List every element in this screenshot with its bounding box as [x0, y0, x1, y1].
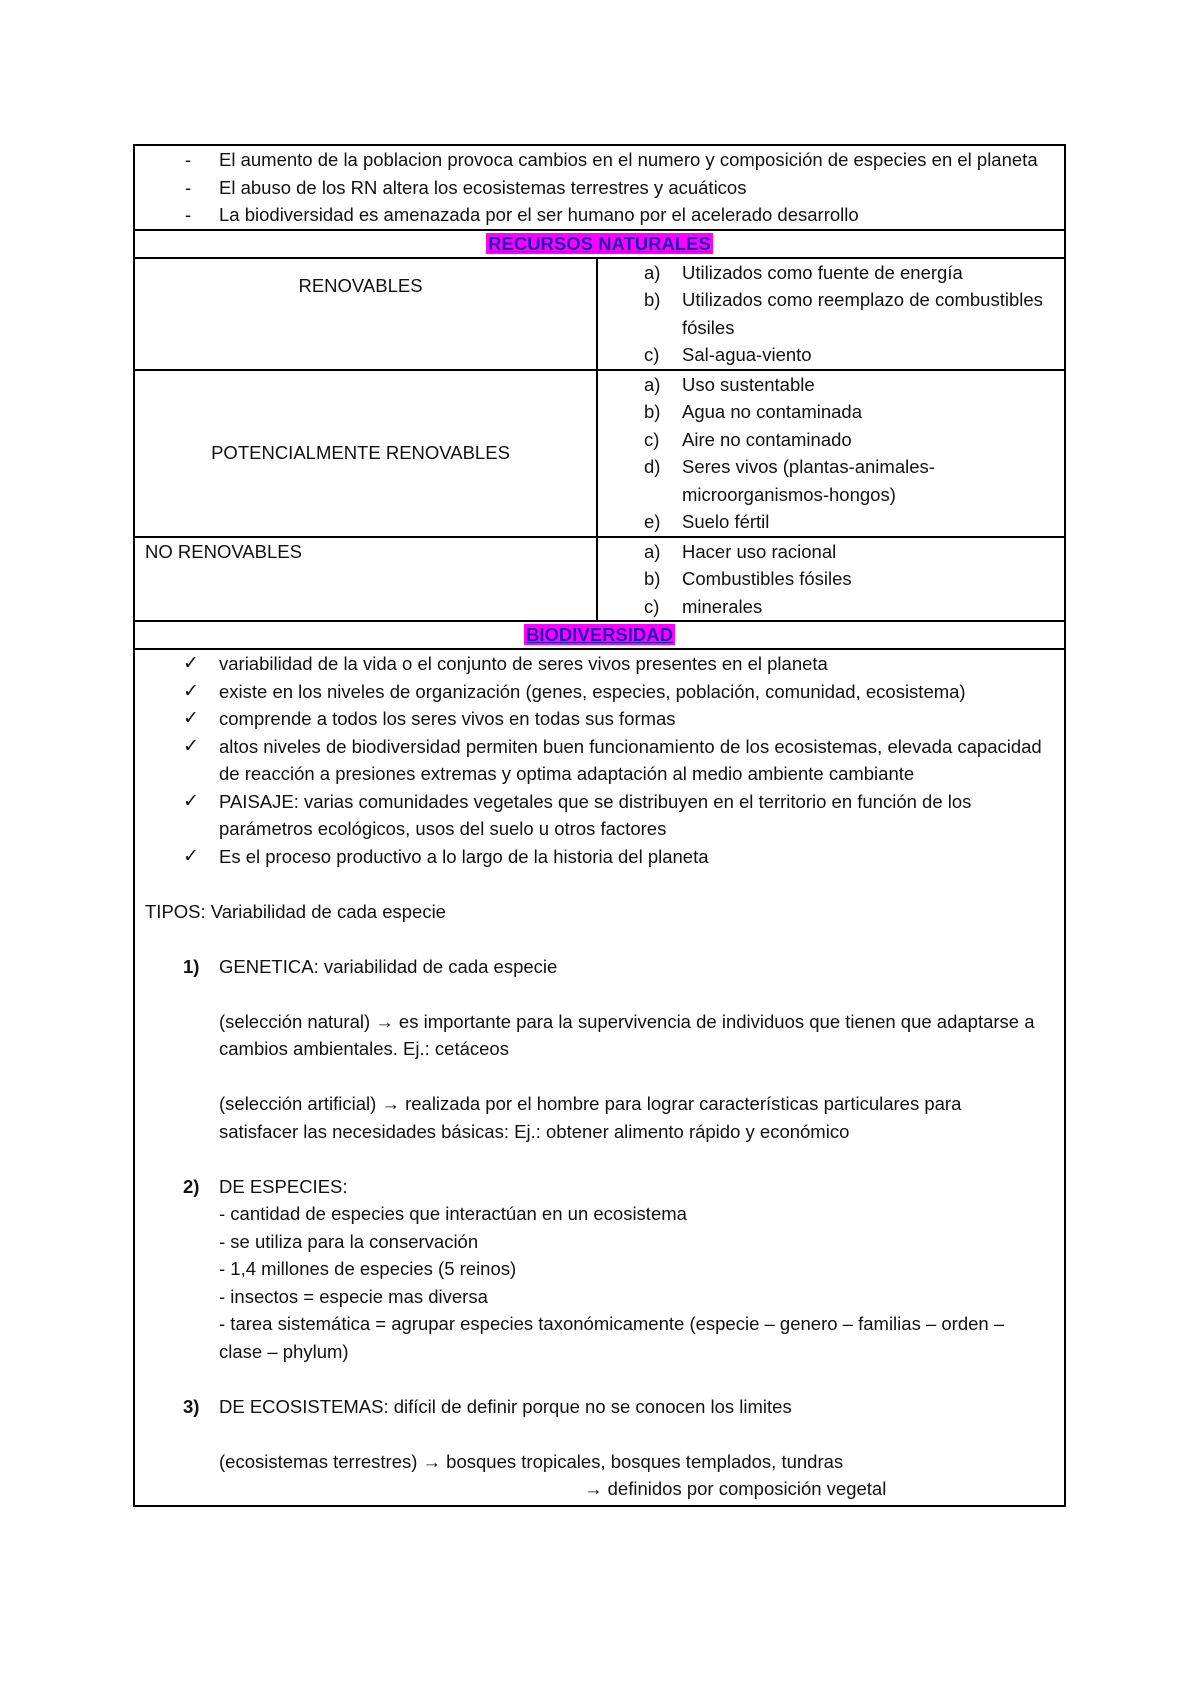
intro-row [134, 145, 1065, 230]
list-item: ✓ variabilidad de la vida o el conjunto de seres vivos presentes en el planeta [135, 650, 1064, 678]
list-item: a) Uso sustentable [644, 373, 815, 395]
notes-table [133, 144, 1066, 1507]
list-item: e) Suelo fértil [644, 511, 770, 532]
potencialmente-renovables-list [598, 371, 1064, 536]
especies-line: - cantidad de especies que interactúan en un ecosistema [219, 1203, 687, 1224]
list-item: b) Utilizados como reemplazo de combustibles fósiles [644, 289, 1043, 338]
tipos-line: TIPOS: Variabilidad de cada especie [145, 900, 446, 922]
list-item: - El aumento de la poblacion provoca cambios en el numero y composición de especies en el planeta [185, 149, 1038, 170]
renovables-list [598, 259, 1064, 369]
list-item: ✓ altos niveles de biodiversidad permiten buen funcionamiento de los ecosistemas, elevada capacidad de reacción a presiones extremas y optima adaptación al medio ambiente cambiante [135, 733, 1064, 788]
list-item: a) Hacer uso racional [644, 540, 837, 562]
biodiversidad-check-list [135, 650, 1064, 870]
biodiversidad-heading-row [134, 621, 1065, 649]
no-renovables-list [598, 538, 1064, 621]
check-icon: ✓ [183, 735, 199, 757]
list-item: ✓ Es el proceso productivo a lo largo de la historia del planeta [135, 843, 1064, 871]
tipo-ecosistemas-title: 3) DE ECOSISTEMAS: difícil de definir porque no se conocen los limites [183, 1395, 792, 1417]
biodiversidad-heading: BIODIVERSIDAD [526, 624, 673, 645]
especies-line: - tarea sistemática = agrupar especies taxonómicamente (especie – genero – familias – orden – clase – phylum) [219, 1313, 1005, 1362]
genetica-seleccion-artificial: (selección artificial) → realizada por el hombre para lograr características particulares para satisfacer las necesidades básicas: Ej.: obtener alimento rápido y económico [219, 1093, 962, 1142]
check-icon: ✓ [183, 708, 199, 729]
renovables-label: RENOVABLES [298, 275, 423, 297]
intro-cell [134, 145, 1065, 230]
recursos-heading-row [134, 230, 1065, 258]
ecosistemas-definidos: → definidos por composición vegetal [584, 1478, 887, 1499]
list-item: ✓ comprende a todos los seres vivos en todas sus formas [135, 705, 1064, 733]
list-item: c) minerales [644, 595, 763, 617]
list-item: a) Utilizados como fuente de energía [644, 261, 963, 283]
genetica-seleccion-natural: (selección natural) → es importante para la supervivencia de individuos que tienen que adaptarse a cambios ambientales. Ej.: cetáceos [219, 1010, 1035, 1059]
especies-line: - se utiliza para la conservación [219, 1230, 479, 1252]
list-item: ✓ existe en los niveles de organización (genes, especies, población, comunidad, ecosistema) [135, 678, 1064, 706]
check-icon: ✓ [183, 845, 199, 867]
renovables-row [134, 258, 1065, 370]
tipo-genetica-title: 1) GENETICA: variabilidad de cada especie [183, 955, 558, 977]
potencialmente-renovables-row [134, 370, 1065, 537]
especies-line: - 1,4 millones de especies (5 reinos) [219, 1258, 517, 1279]
list-item: b) Agua no contaminada [644, 401, 862, 422]
check-icon: ✓ [183, 790, 199, 812]
list-item: d) Seres vivos (plantas-animales-microorganismos-hongos) [644, 456, 935, 505]
recursos-heading: RECURSOS NATURALES [488, 232, 711, 254]
list-item: - El abuso de los RN altera los ecosistemas terrestres y acuáticos [185, 176, 747, 198]
no-renovables-label: NO RENOVABLES [134, 537, 597, 622]
ecosistemas-terrestres: (ecosistemas terrestres) → bosques tropicales, bosques templados, tundras [219, 1450, 844, 1472]
check-icon: ✓ [183, 653, 199, 674]
list-item: c) Aire no contaminado [644, 428, 852, 450]
especies-line: - insectos = especie mas diversa [219, 1285, 488, 1307]
biodiversidad-row [134, 649, 1065, 1506]
list-item: c) Sal-agua-viento [644, 344, 812, 365]
list-item: - La biodiversidad es amenazada por el ser humano por el acelerado desarrollo [185, 204, 859, 225]
list-item: b) Combustibles fósiles [644, 568, 852, 589]
list-item: ✓ PAISAJE: varias comunidades vegetales que se distribuyen en el territorio en función de los parámetros ecológicos, usos del suelo u otros factores [135, 788, 1064, 843]
tipo-especies-title: 2) DE ESPECIES: [183, 1175, 348, 1197]
no-renovables-row [134, 537, 1065, 622]
intro-list [135, 146, 1064, 229]
potencialmente-renovables-label: POTENCIALMENTE RENOVABLES [211, 442, 510, 464]
check-icon: ✓ [183, 680, 199, 702]
